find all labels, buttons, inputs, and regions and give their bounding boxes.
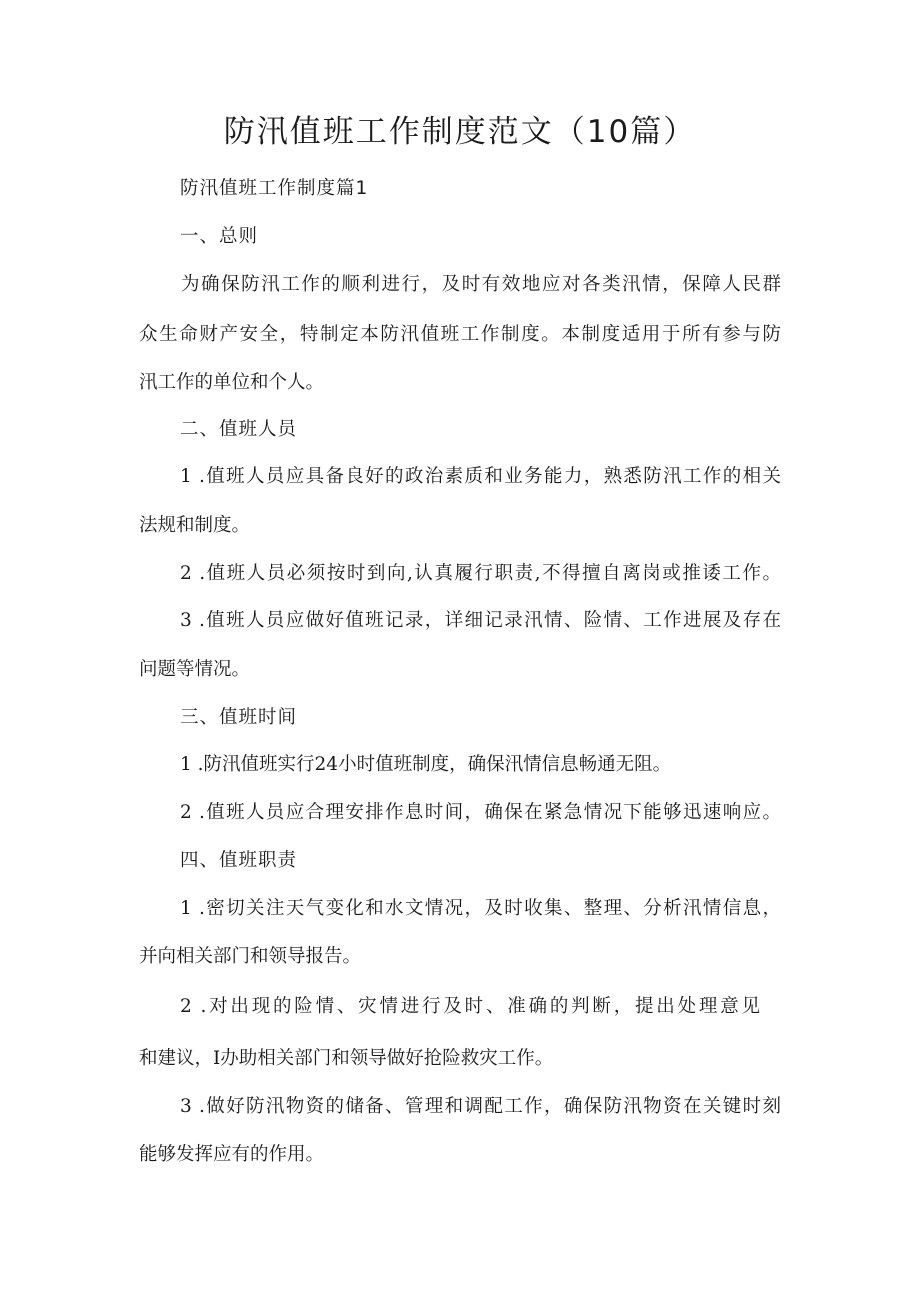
paragraph-line: 2 .值班人员应合理安排作息时间，确保在紧急情况下能够迅速响应。 [180, 802, 781, 823]
paragraph-line: 众生命财产安全，特制定本防汛值班工作制度。本制度适用于所有参与防 [139, 324, 781, 345]
paragraph-line: 1 .密切关注天气变化和水文情况，及时收集、整理、分析汛情信息， [180, 898, 781, 919]
section-heading: 一、总则 [180, 226, 259, 247]
paragraph-line: 并向相关部门和领导报告。 [139, 946, 362, 967]
paragraph-line: 为确保防汛工作的顺利进行，及时有效地应对各类汛情，保障人民群 [181, 274, 781, 295]
paragraph-line: 法规和制度。 [139, 515, 251, 536]
paragraph-line: 和建议，I办助相关部门和领导做好抢险救灾工作。 [139, 1048, 554, 1069]
paragraph-line: 3 .值班人员应做好值班记录，详细记录汛情、险情、工作进展及存在 [180, 610, 781, 631]
paragraph-line: 汛工作的单位和个人。 [139, 372, 325, 393]
paragraph-line: 问题等情况。 [139, 659, 251, 680]
paragraph-line: 3 .做好防汛物资的储备、管理和调配工作，确保防汛物资在关键时刻 [180, 1096, 781, 1117]
section-heading: 二、值班人员 [180, 419, 298, 440]
paragraph-line: 1 .防汛值班实行24小时值班制度，确保汛情信息畅通无阻。 [180, 754, 672, 775]
section-heading: 四、值班职责 [180, 850, 298, 871]
document-title: 防汛值班工作制度范文（10篇） [223, 114, 697, 150]
paragraph-line: 2 .值班人员必须按时到向,认真履行职责,不得擅自离岗或推诿工作。 [180, 563, 781, 584]
paragraph-line: 能够发挥应有的作用。 [139, 1144, 325, 1165]
section-heading: 防汛值班工作制度篇1 [180, 178, 369, 199]
paragraph-line: 2 .对出现的险情、灾情进行及时、准确的判断，提出处理意见 [180, 996, 760, 1017]
section-heading: 三、值班时间 [180, 707, 298, 728]
paragraph-line: 1 .值班人员应具备良好的政治素质和业务能力，熟悉防汛工作的相关 [180, 466, 781, 487]
